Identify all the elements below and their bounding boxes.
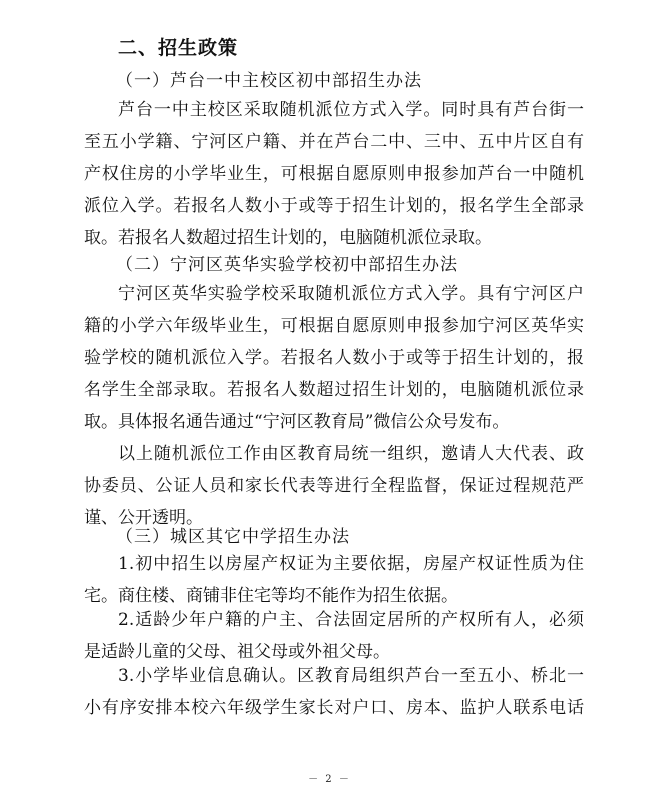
subsection-3-item-2 [84,604,584,668]
section-heading: 二、招生政策 [118,37,239,59]
page-number: － 2 － [308,774,351,785]
subsection-2-paragraph [84,278,584,438]
paragraph-line: 谨、公开透明。 [84,508,203,528]
paragraph-line: 1.初中招生以房屋产权证为主要依据，房屋产权证性质为住 [118,554,584,574]
paragraph-line: 2.适龄少年户籍的户主、合法固定居所的产权所有人，必须 [118,610,584,630]
subsection-1-title: （一）芦台一中主校区初中部招生办法 [116,71,422,91]
paragraph-line: 3.小学毕业信息确认。区教育局组织芦台一至五小、桥北一 [118,666,584,686]
paragraph-line: 产权住房的小学毕业生，可根据自愿原则申报参加芦台一中随机 [84,164,584,184]
paragraph-line: 宅。商住楼、商铺非住宅等均不能作为招生依据。 [84,586,458,606]
paragraph-line: 至五小学籍、宁河区户籍、并在芦台二中、三中、五中片区自有 [84,132,584,152]
supervision-paragraph [84,438,584,534]
paragraph-line: 派位入学。若报名人数小于或等于招生计划的，报名学生全部录 [84,196,584,216]
paragraph-line: 验学校的随机派位入学。若报名人数小于或等于招生计划的，报 [84,348,584,368]
subsection-3-item-3 [84,660,584,724]
paragraph-line: 名学生全部录取。若报名人数超过招生计划的，电脑随机派位录 [84,380,584,400]
subsection-2-title: （二）宁河区英华实验学校初中部招生办法 [116,255,458,275]
paragraph-line: 取。具体报名通告通过“宁河区教育局”微信公众号发布。 [84,412,510,432]
paragraph-line: 小有序安排本校六年级学生家长对户口、房本、监护人联系电话 [84,698,584,718]
paragraph-line: 籍的小学六年级毕业生，可根据自愿原则申报参加宁河区英华实 [84,316,584,336]
subsection-3-title: （三）城区其它中学招生办法 [116,527,350,547]
paragraph-line: 协委员、公证人员和家长代表等进行全程监督，保证过程规范严 [84,476,584,496]
paragraph-line: 芦台一中主校区采取随机派位方式入学。同时具有芦台街一 [118,100,584,120]
paragraph-line: 宁河区英华实验学校采取随机派位方式入学。具有宁河区户 [118,284,584,304]
paragraph-line: 是适龄儿童的父母、祖父母或外祖父母。 [84,642,390,662]
subsection-1-paragraph [84,94,584,254]
paragraph-line: 取。若报名人数超过招生计划的，电脑随机派位录取。 [84,228,492,248]
paragraph-line: 以上随机派位工作由区教育局统一组织，邀请人大代表、政 [118,444,584,464]
subsection-3-item-1 [84,548,584,612]
